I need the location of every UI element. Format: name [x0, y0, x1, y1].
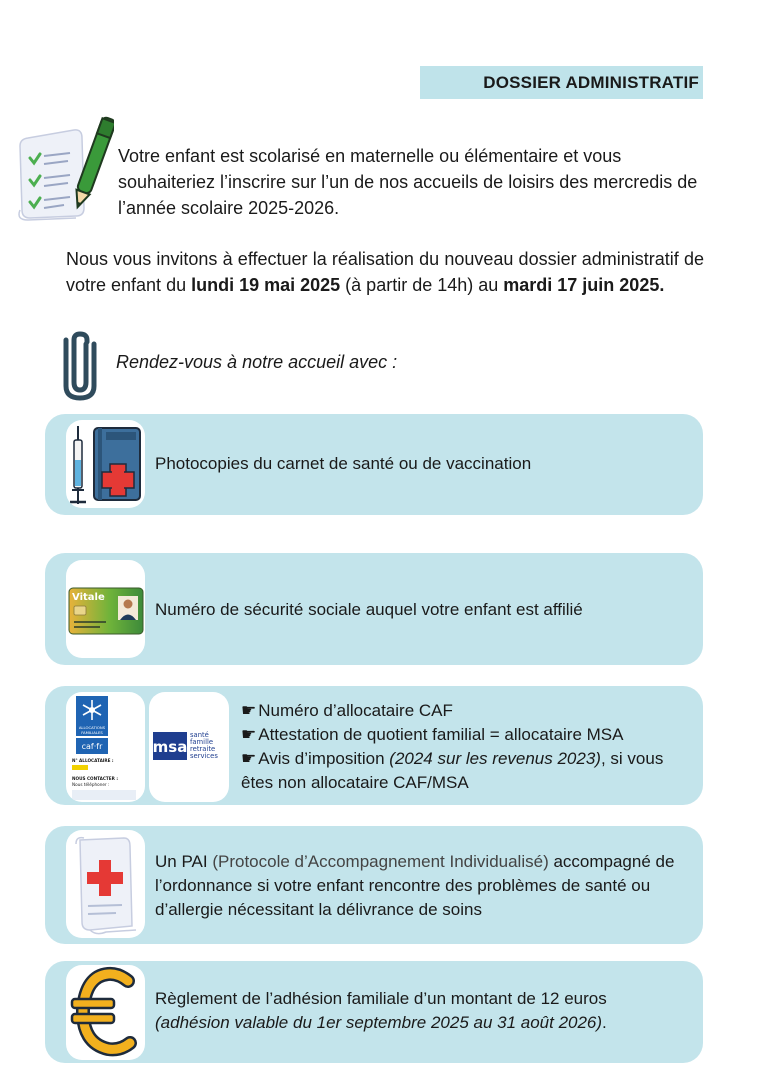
svg-text:N° ALLOCATAIRE :: N° ALLOCATAIRE : [72, 758, 114, 763]
end-date: mardi 17 juin 2025. [503, 275, 665, 295]
vitale-label: Vitale [72, 592, 105, 603]
rendezvous-text: Rendez-vous à notre accueil avec : [116, 352, 398, 372]
list-item: ☛ Numéro d’allocataire CAF [241, 699, 697, 723]
intro-text: Votre enfant est scolarisé en maternelle ou élémentaire et vous souhaiteriez l’inscrire sur l’un de nos accueils de loisirs des mercredis de l’année scolaire 2025-2026. [118, 146, 698, 218]
svg-text:services: services [190, 752, 218, 760]
item-health-record [45, 414, 703, 515]
paperclip-icon [60, 330, 104, 402]
svg-text:FAMILIALES: FAMILIALES [81, 730, 103, 735]
svg-text:santé: santé [190, 731, 209, 739]
health-book-icon [66, 420, 145, 508]
list-item: ☛ Avis d’imposition (2024 sur les revenus 2023), si vous êtes non allocataire CAF/MSA [241, 747, 697, 795]
svg-text:caf·fr: caf·fr [81, 742, 103, 751]
svg-text:retraite: retraite [190, 745, 216, 753]
svg-text:ALLOCATIONS: ALLOCATIONS [78, 725, 106, 730]
svg-text:NOUS CONTACTER :: NOUS CONTACTER : [72, 776, 118, 781]
svg-text:Nous téléphoner :: Nous téléphoner : [72, 782, 110, 787]
item-social-security [45, 553, 703, 665]
item-pai [45, 826, 703, 944]
section-title: DOSSIER ADMINISTRATIF [420, 66, 703, 99]
caf-logo-icon [66, 692, 145, 802]
prescription-icon [66, 830, 145, 938]
item-text: Un PAI (Protocole d’Accompagnement Individualisé) accompagné de l’ordonnance si votre enfant rencontre des problèmes de santé ou d’allergie nécessitant la délivrance de soins [155, 852, 675, 919]
list-item: ☛ Attestation de quotient familial = allocataire MSA [241, 723, 697, 747]
item-caf-msa [45, 686, 703, 805]
item-text: Photocopies du carnet de santé ou de vaccination [155, 454, 532, 473]
svg-text:famille: famille [190, 738, 214, 746]
checklist-icon [14, 112, 114, 224]
item-membership-fee [45, 961, 703, 1063]
caf-msa-list [241, 699, 697, 795]
svg-text:msa: msa [152, 738, 188, 756]
msa-logo-icon [149, 692, 229, 802]
item-text: Règlement de l’adhésion familiale d’un montant de 12 euros (adhésion valable du 1er septembre 2025 au 31 août 2026). [155, 989, 607, 1032]
invitation-text: Nous vous invitons à effectuer la réalisation du nouveau dossier administratif de votre enfant du lundi 19 mai 2025 (à partir de 14h) au mardi 17 juin 2025. [66, 249, 704, 295]
item-text: Numéro de sécurité sociale auquel votre enfant est affilié [155, 600, 583, 619]
start-date: lundi 19 mai 2025 [191, 275, 341, 295]
vitale-card-icon [66, 560, 145, 658]
euro-icon [66, 965, 145, 1060]
